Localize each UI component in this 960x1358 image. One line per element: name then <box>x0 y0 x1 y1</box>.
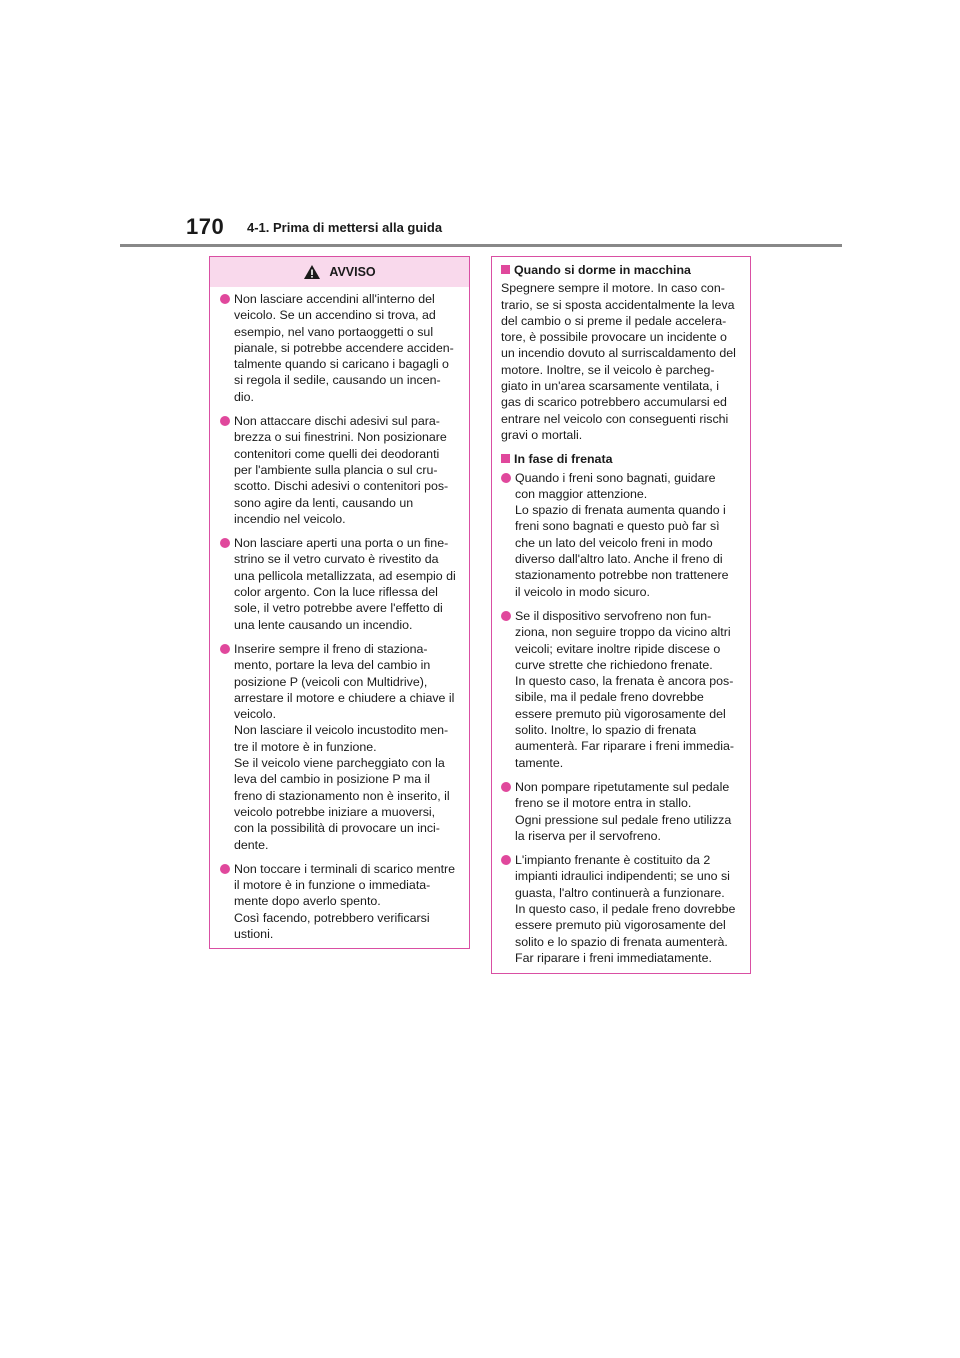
text-line: Far riparare i freni immediatamente. <box>515 950 712 965</box>
text-line: curve strette che richiedono frenate. <box>515 657 713 672</box>
info-item <box>501 470 741 600</box>
text-line: si regola il sedile, causando un incen- <box>234 373 441 388</box>
subheading <box>501 451 741 467</box>
text-line: posizione P (veicoli con Multidrive), <box>234 674 428 689</box>
text-line: motore. Inoltre, se il veicolo è parcheg- <box>501 362 715 377</box>
text-line: trario, se si sposta accidentalmente la leva <box>501 297 735 312</box>
text-line: la riserva per il servofreno. <box>515 828 661 843</box>
text-line: veicolo. <box>234 707 277 722</box>
text-line: che un lato del veicolo freni in modo <box>515 535 713 550</box>
text-line: un incendio dovuto al surriscaldamento del <box>501 346 736 361</box>
text-line: arrestare il motore e chiudere a chiave il <box>234 690 455 705</box>
warning-item <box>220 861 460 942</box>
text-line: gas di scarico potrebbero accumularsi ed <box>501 395 727 410</box>
bullet-icon <box>501 473 511 483</box>
header-divider <box>120 244 842 247</box>
text-line: Così facendo, potrebbero verificarsi <box>234 910 430 925</box>
text-line: L'impianto frenante è costituito da 2 <box>515 853 711 868</box>
text-line: una lente causando un incendio. <box>234 617 413 632</box>
text-line: dente. <box>234 837 269 852</box>
warning-box <box>209 256 470 949</box>
text-line: giato in un'area scarsamente ventilata, i <box>501 379 719 394</box>
text-line: Non lasciare accendini all'interno del <box>234 292 435 306</box>
text-line: essere premuto più vigorosamente del <box>515 918 726 933</box>
text-line: diverso dall'altro lato. Anche il freno di <box>515 552 723 567</box>
warning-list <box>210 287 469 942</box>
text-line: freni sono bagnati e questo può far sì <box>515 519 720 534</box>
bullet-icon <box>501 611 511 621</box>
text-line: con maggior attenzione. <box>515 486 648 501</box>
text-line: Inserire sempre il freno di staziona- <box>234 641 428 656</box>
text-line: il veicolo in modo sicuro. <box>515 584 650 599</box>
text-line: brezza o sui finestrini. Non posizionare <box>234 430 447 445</box>
text-line: tamente. <box>515 755 564 770</box>
text-line: incendio nel veicolo. <box>234 511 346 526</box>
text-line: leva del cambio in posizione P ma il <box>234 772 431 787</box>
square-bullet-icon <box>501 454 510 463</box>
text-line: In questo caso, la frenata è ancora pos- <box>515 674 734 689</box>
subheading-text: Quando si dorme in macchina <box>514 263 691 277</box>
bullet-icon <box>220 864 230 874</box>
text-line: contenitori come quelli dei deodoranti <box>234 446 440 461</box>
text-line: sono agire da lenti, causando un <box>234 495 414 510</box>
paragraph <box>501 280 741 443</box>
text-line: mento, portare la leva del cambio in <box>234 658 431 673</box>
info-item <box>501 608 741 771</box>
text-line: color argento. Con la luce riflessa del <box>234 585 438 600</box>
info-box <box>491 256 751 974</box>
text-line: mente dopo averlo spento. <box>234 894 381 909</box>
text-line: Lo spazio di frenata aumenta quando i <box>515 503 726 518</box>
text-line: per l'ambiente sulla plancia o sul cru- <box>234 462 438 477</box>
text-line: solito e lo spazio di frenata aumenterà. <box>515 934 728 949</box>
text-line: strino se il vetro curvato è rivestito da <box>234 552 439 567</box>
text-line: essere premuto più vigorosamente del <box>515 706 726 721</box>
text-line: ziona, non seguire troppo da vicino altri <box>515 625 731 640</box>
text-line: solito. Inoltre, lo spazio di frenata <box>515 723 697 738</box>
warning-header <box>210 257 469 287</box>
bullet-icon <box>220 538 230 548</box>
text-line: Non lasciare il veicolo incustodito men- <box>234 723 449 738</box>
warning-item <box>220 535 460 633</box>
text-line: Spegnere sempre il motore. In caso con- <box>501 281 725 296</box>
text-line: stazionamento potrebbe non trattenere <box>515 568 729 583</box>
text-line: Non pompare ripetutamente sul pedale <box>515 779 730 794</box>
warning-triangle-icon <box>303 264 321 280</box>
bullet-icon <box>220 644 230 654</box>
text-line: impianti idraulici indipendenti; se uno si <box>515 869 730 884</box>
text-line: con la possibilità di provocare un inci- <box>234 821 440 836</box>
text-line: veicolo. Se un accendino si trova, ad <box>234 308 436 323</box>
text-line: una pellicola metallizzata, ad esempio di <box>234 568 456 583</box>
text-line: ustioni. <box>234 926 274 941</box>
text-line: veicolo potrebbe iniziare a muoversi, <box>234 804 436 819</box>
bullet-icon <box>220 294 230 304</box>
text-line: talmente quando si caricano i bagagli o <box>234 357 449 372</box>
bullet-icon <box>501 855 511 865</box>
text-line: il motore è in funzione o immediata- <box>234 878 431 893</box>
warning-title: AVVISO <box>329 264 376 279</box>
warning-item <box>220 413 460 527</box>
text-line: tre il motore è in funzione. <box>234 739 377 754</box>
bullet-icon <box>220 416 230 426</box>
info-item <box>501 779 741 844</box>
text-line: pianale, si potrebbe accendere acciden- <box>234 340 454 355</box>
text-line: freno se il motore entra in stallo. <box>515 796 692 811</box>
text-line: tore, è possibile provocare un incidente o <box>501 330 727 345</box>
text-line: aumenterà. Far riparare i freni immedia- <box>515 739 734 754</box>
text-line: scotto. Dischi adesivi o contenitori pos- <box>234 479 449 494</box>
section-title: 4-1. Prima di mettersi alla guida <box>247 220 443 235</box>
text-line: freno di stazionamento non è inserito, il <box>234 788 450 803</box>
info-item <box>501 852 741 966</box>
text-line: In questo caso, il pedale freno dovrebbe <box>515 901 736 916</box>
text-line: veicoli; evitare inoltre ripide discese o <box>515 641 721 656</box>
page-number: 170 <box>186 214 225 239</box>
text-line: Non toccare i terminali di scarico mentre <box>234 861 456 876</box>
bullet-icon <box>501 782 511 792</box>
text-line: dio. <box>234 389 254 404</box>
text-line: sole, il vetro potrebbe avere l'effetto di <box>234 601 443 616</box>
warning-item <box>220 641 460 853</box>
text-line: del cambio o si preme il pedale accelera- <box>501 313 727 328</box>
text-line: Ogni pressione sul pedale freno utilizza <box>515 812 732 827</box>
square-bullet-icon <box>501 265 510 274</box>
subheading-text: In fase di frenata <box>514 452 613 467</box>
text-line: Se il dispositivo servofreno non fun- <box>515 608 712 623</box>
warning-item <box>220 291 460 405</box>
text-line: esempio, nel vano portaoggetti o sul <box>234 324 434 339</box>
text-line: entrare nel veicolo con conseguenti rischi <box>501 411 729 426</box>
text-line: sibile, ma il pedale freno dovrebbe <box>515 690 704 705</box>
text-line: Non lasciare aperti una porta o un fine- <box>234 536 449 551</box>
text-line: guasta, l'altro continuerà a funzionare. <box>515 885 725 900</box>
text-line: Quando i freni sono bagnati, guidare <box>515 470 716 485</box>
subheading <box>501 262 741 278</box>
text-line: Se il veicolo viene parcheggiato con la <box>234 756 445 771</box>
text-line: Non attaccare dischi adesivi sul para- <box>234 414 440 429</box>
text-line: gravi o mortali. <box>501 427 583 442</box>
